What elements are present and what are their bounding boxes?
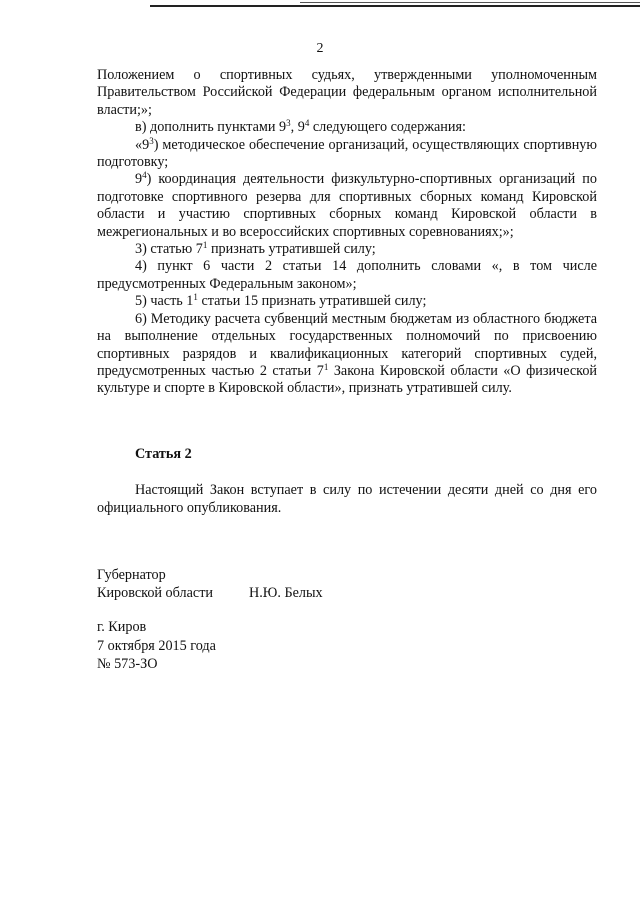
paragraph-1: Положением о спортивных судьях, утвержденными уполномоченным Правительством Российской Федерации федеральным органом исполнительной власти;»; [97, 67, 597, 118]
paragraph-7 [97, 293, 597, 310]
paragraph-8-text-a: 6) Методику расчета субвенций местным бюджетам из областного бюджета на выполнение отдельных государственных полномочий по присвоению спортивных разрядов и квалификационных категорий спортивных судей, предусмотренных частью 2 статьи 7 [97, 310, 597, 379]
paragraph-2-sup-1: 3 [286, 118, 291, 129]
article-2-paragraph: Настоящий Закон вступает в силу по истечении десяти дней со дня его официального опубликования. [97, 482, 597, 516]
paragraph-3-text-b: ) методическое обеспечение организаций, осуществляющих спортивную подготовку; [97, 136, 597, 171]
document-body [97, 67, 597, 398]
paragraph-8-sup: 1 [323, 361, 329, 372]
signature-title-line-1: Губернатор [97, 567, 166, 583]
paragraph-4 [97, 171, 597, 241]
paragraph-6: 4) пункт 6 части 2 статьи 14 дополнить словами «, в том числе предусмотренных Федеральным законом»; [97, 258, 597, 292]
paragraph-5 [97, 241, 597, 258]
paragraph-2-text-c: следующего содержания: [309, 119, 466, 136]
paragraph-2-sup-2: 4 [304, 118, 310, 129]
paragraph-5-sup: 1 [202, 240, 208, 251]
paragraph-3-sup: 3 [149, 135, 154, 146]
city: г. Киров [97, 619, 147, 635]
paragraph-2-text-a: в) дополнить пунктами 9 [135, 119, 287, 136]
paragraph-7-text-a: 5) часть 1 [135, 293, 194, 310]
article-2-title: Статья 2 [135, 446, 192, 462]
paragraph-5-text-b: признать утратившей силу; [207, 241, 376, 258]
paragraph-3-text-a: «9 [135, 136, 150, 153]
paragraph-2-text-b: , 9 [290, 119, 305, 136]
signature-name: Н.Ю. Белых [249, 585, 323, 601]
law-number: № 573-ЗО [97, 656, 158, 672]
paragraph-3 [97, 137, 597, 172]
paragraph-8-text-b: Закона Кировской области «О физической культуре и спорте в Кировской области», признать утратившей силу. [97, 362, 598, 397]
paragraph-2 [97, 119, 597, 136]
place-date-block [97, 618, 216, 674]
article-2-text [97, 481, 597, 517]
paragraph-4-text-a: 9 [135, 171, 143, 188]
paragraph-4-sup: 4 [142, 170, 147, 181]
paragraph-7-sup: 1 [193, 292, 198, 303]
paragraph-7-text-b: статьи 15 признать утратившей силу; [197, 293, 427, 310]
paragraph-5-text-a: 3) статью 7 [135, 241, 203, 258]
top-rule [150, 5, 640, 7]
paragraph-8 [97, 311, 597, 398]
date: 7 октября 2015 года [97, 637, 216, 654]
paragraph-4-text-b: ) координация деятельности физкультурно-спортивных организаций по подготовке спортивного резерва для спортивных сборных команд Кировской области и участию спортивных сборных команд Кировской области в межрегиональных и во всероссийских спортивных соревнованиях;»; [97, 171, 597, 240]
signature-title-line-2: Кировской области [97, 585, 213, 601]
signature-block [97, 566, 323, 602]
page-number: 2 [316, 41, 324, 56]
top-rule-thin [300, 2, 640, 3]
